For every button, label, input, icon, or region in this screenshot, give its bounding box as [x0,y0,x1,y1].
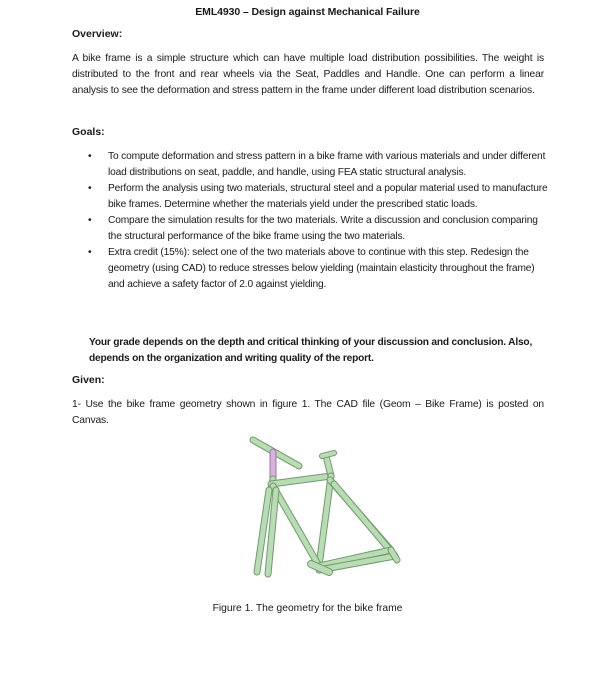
goal-item [88,149,548,181]
bullet-icon: • [88,151,92,162]
figure-caption: Figure 1. The geometry for the bike frame [212,603,403,614]
goal-text: To compute deformation and stress pattern in a bike frame with various materials and under different load distributions on seat, paddle, and handle, using FEA static structural analysis. [108,151,546,178]
goals-list [88,149,548,293]
bullet-icon: • [88,247,92,258]
goal-item [88,181,548,213]
given-heading: Given: [72,374,105,386]
grade-note: Your grade depends on the depth and critical thinking of your discussion and conclusion. Also, depends on the organization and writing quality of the report. [89,337,533,364]
goal-text: Perform the analysis using two materials, structural steel and a popular material used to manufacture bike frames. Determine whether the materials yield under the prescribed static loads. [108,183,548,210]
seat-tube [319,476,331,566]
goal-item [88,213,548,245]
overview-paragraph: A bike frame is a simple structure which can have multiple load distribution possibilities. The weight is distributed to the front and rear wheels via the Seat, Paddles and Handle. One can perform a linear analysis to see the deformation and stress pattern in the frame under different load distribution scenarios. [72,53,544,96]
down-tube [273,486,319,566]
goal-text: Extra credit (15%): select one of the two materials above to continue with this step. Redesign the geometry (using CAD) to reduce stresses below yielding (maintain elasticity throughout the frame) and achieve a safety factor of 2.0 against yielding. [108,247,535,290]
seat-stay-right [334,484,395,556]
document-title: EML4930 – Design against Mechanical Failure [195,6,420,18]
bullet-icon: • [88,183,92,194]
bike-frame-drawing [235,432,415,582]
goal-item [88,245,548,293]
bullet-icon: • [88,215,92,226]
given-paragraph: 1- Use the bike frame geometry shown in figure 1. The CAD file (Geom – Bike Frame) is posted on Canvas. [72,399,544,426]
bike-frame-figure [235,432,415,582]
overview-heading: Overview: [72,28,123,40]
goals-heading: Goals: [72,126,105,138]
goal-text: Compare the simulation results for the two materials. Write a discussion and conclusion comparing the structural performance of the bike frame using the two materials. [108,215,538,242]
